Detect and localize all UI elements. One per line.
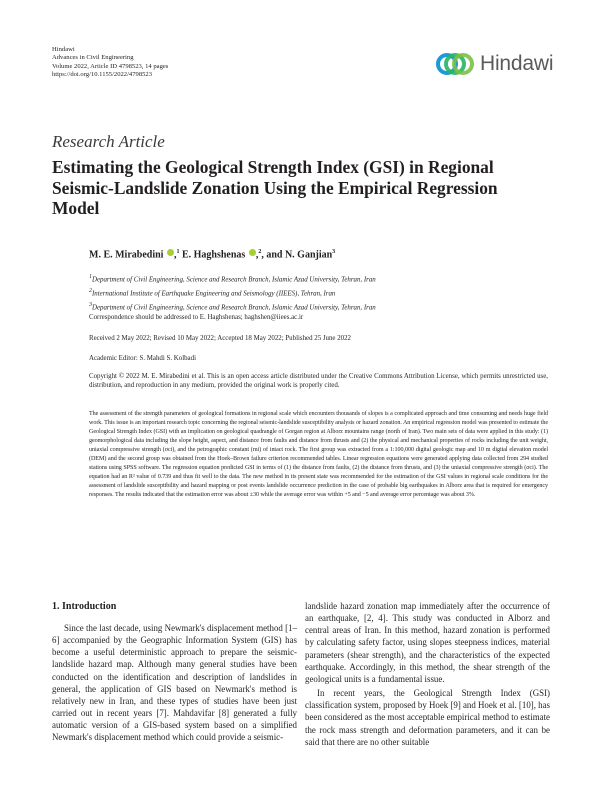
logo-wordmark: Hindawi bbox=[480, 52, 554, 75]
correspondence: Correspondence should be addressed to E. Haghshenas; haghshen@iiees.ac.ir bbox=[89, 314, 304, 321]
orcid-icon[interactable] bbox=[167, 249, 174, 256]
body-column-right bbox=[305, 600, 550, 748]
publisher-name: Hindawi bbox=[52, 46, 75, 53]
doi-link[interactable]: https://doi.org/10.1155/2022/4798523 bbox=[52, 71, 153, 79]
body-column-left bbox=[52, 620, 297, 744]
hindawi-logo-icon bbox=[436, 49, 474, 79]
affiliation: $^3$Department of Civil Engineering, Science and Research Branch, Islamic Azad University, Tehran, Iran bbox=[89, 301, 376, 311]
orcid-icon[interactable] bbox=[249, 249, 256, 256]
volume-info: Volume 2022, Article ID 4798523, 14 pages bbox=[52, 62, 169, 70]
paragraph: landslide hazard zonation map immediately after the occurrence of an earthquake, [2, 4]. This study was conducted in Alborz and central areas of Iran. In this method, hazard zonation is performed by calculating safety factor, using slopes steepness indices, material parameters (shear strength), and the characteristics of the expected earthquake. Accordingly, in this method, the shear strength of the geological units is a fundamental issue. bbox=[305, 601, 550, 684]
author-name[interactable]: M. E. Mirabedini bbox=[89, 249, 164, 261]
article-dates: Received 2 May 2022; Revised 10 May 2022; Accepted 18 May 2022; Published 25 June 2022 bbox=[89, 335, 351, 342]
journal-metadata bbox=[52, 46, 168, 80]
author-name[interactable]: E. Haghshenas bbox=[181, 249, 246, 261]
section-heading: 1. Introduction bbox=[52, 601, 117, 612]
affiliation: $^2$International Institute of Earthquake Engineering and Seismology (IIEES), Tehran, Iran bbox=[89, 287, 336, 298]
affiliation: $^1$Department of Civil Engineering, Science and Research Branch, Islamic Azad University, Tehran, Iran bbox=[89, 274, 376, 284]
journal-name: Advances in Civil Engineering bbox=[52, 54, 134, 62]
affiliations bbox=[89, 272, 569, 313]
article-title: Estimating the Geological Strength Index (GSI) in Regional Seismic-Landslide Zonation Using the Empirical Regression Model bbox=[52, 157, 498, 218]
paragraph: Since the last decade, using Newmark's displacement method [1–6] accompanied by the Geographic Information System (GIS) has become a useful deterministic approach to prepare the seismic-landslide hazard map. Although many general studies have been conducted on the identification and description of landslides in general, the application of GIS based on Newmark's method is relatively new in Iran, and these types of studies have been just carried out in recent years [7]. Mahdavifar [8] generated a fully automatic version of a GIS-based system based on a simplified Newmark's displacement method which could provide a seismic- bbox=[52, 623, 297, 743]
copyright-notice: Copyright © 2022 M. E. Mirabedini et al. This is an open access article distributed under the Creative Commons Attribution License, which permits unrestricted use, distribution, and reproduction in any medium, provided the original work is properly cited. bbox=[89, 373, 548, 390]
abstract: The assessment of the strength parameters of geological formations in regional scale which encounters thousands of slopes is a complicated approach and time consuming and needs huge field work. This issue is an important research topic concerning the regional seismic-landslide susceptibility analysis or hazard zonation. An empirical regression model was presented to estimate the Geological Strength Index (GSI) with an implication on geological quadrangle of Gorgan region at Alborz mountains range (north of Iran). Two main sets of data were applied in this study: (1) geomorphological data including the slope height, aspect, and distance from faults and distance from thrusts and (2) the physical and mechanical properties of rocks including the unit weight, uniaxial compressive strength (σci), and the petrographic constant (mi) of intact rock. The first group was extracted from a 1:100,000 digital geologic map and 10 m digital elevation model (DEM) and the second group was obtained from the Hoek–Brown failure criterion recommended tables. Linear regression equations were generated applying data collected from 294 studied stations using SPSS software. The regression equation predicted GSI in terms of (1) the distance from faults, (2) the distance from thrusts, and (3) the uniaxial compressive strength (σci). The equation had an R² value of 0.739 and thus fit well to the data. The new method in its present state was recommended for the estimation of the GSI values in regional scale conditions for the assessment of landslide susceptibility and hazard mapping or post events landslide occurrence prediction in the case of probable big earthquakes in Alborz area that is required for emergency responses. The results indicated that the estimation error was about ±30 while the average error was within +5 and −5 and average error percentage was about 3%. bbox=[89, 411, 548, 499]
author-name[interactable]: N. Ganjian bbox=[284, 249, 333, 261]
hindawi-logo bbox=[436, 46, 553, 82]
article-type: Research Article bbox=[52, 132, 165, 151]
academic-editor: Academic Editor: S. Mahdi S. Kolbadi bbox=[89, 355, 196, 362]
author-list: M. E. Mirabedini ,$^1$ E. Haghshenas ,$^2$, and N. Ganjian$^3$ bbox=[89, 249, 336, 261]
paragraph: In recent years, the Geological Strength Index (GSI) classification system, proposed by Hoek [9] and Hoek et al. [10], has been considered as the most acceptable empirical method to estimate the rock mass strength and deformation parameters, and it can be said that there are no other suitable bbox=[305, 688, 550, 747]
